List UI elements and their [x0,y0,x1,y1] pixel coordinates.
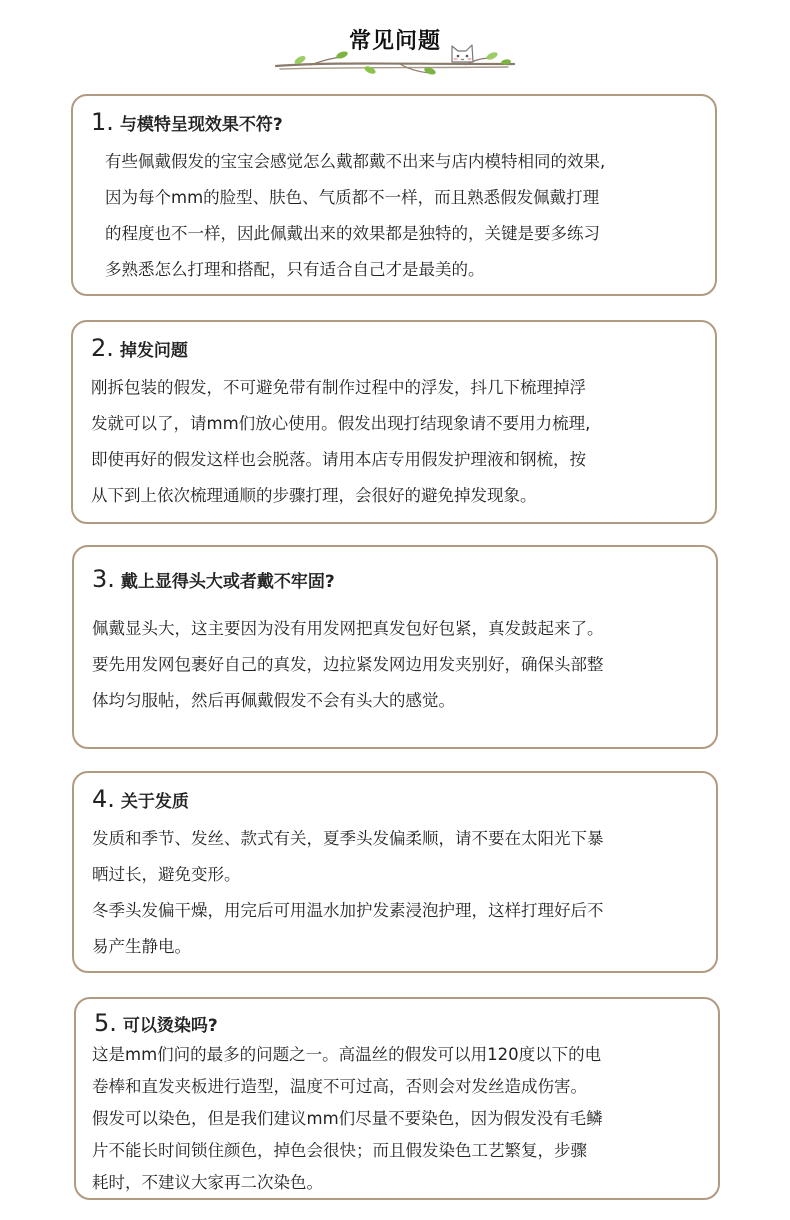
answer-line: 佩戴显头大，这主要因为没有用发网把真发包好包紧，真发鼓起来了。 [92,619,604,638]
page-header [0,0,790,80]
faq-title: 与模特呈现效果不符? [119,115,283,135]
cat-icon [452,45,473,62]
answer-line: 易产生静电。 [92,937,191,956]
answer-line: 因为每个mm的脸型、肤色、气质都不一样，而且熟悉假发佩戴打理 [105,188,600,207]
answer-line: 刚拆包装的假发，不可避免带有制作过程中的浮发，抖几下梳理掉浮 [91,378,586,397]
faq-answer [92,611,704,719]
faq-number: 1. [91,108,114,136]
answer-line: 发质和季节、发丝、款式有关，夏季头发偏柔顺，请不要在太阳光下暴 [92,829,604,848]
faq-question [91,334,188,362]
faq-card-2 [71,320,717,524]
answer-line: 晒过长，避免变形。 [92,865,241,884]
faq-title: 掉发问题 [119,341,188,361]
faq-question [91,108,283,136]
faq-answer [105,144,703,288]
answer-line: 从下到上依次梳理通顺的步骤打理，会很好的避免掉发现象。 [91,486,537,505]
faq-number: 4. [92,785,115,813]
faq-card-3 [72,545,718,749]
answer-line: 假发可以染色，但是我们建议mm们尽量不要染色，因为假发没有毛鳞 [92,1109,603,1128]
faq-answer [92,1039,706,1199]
faq-number: 5. [94,1009,117,1037]
faq-question [92,785,189,813]
faq-card-4 [72,771,718,973]
answer-line: 冬季头发偏干燥，用完后可用温水加护发素浸泡护理，这样打理好后不 [92,901,604,920]
faq-answer [92,821,704,965]
faq-answer [91,370,703,514]
answer-line: 有些佩戴假发的宝宝会感觉怎么戴都戴不出来与店内模特相同的效果, [105,152,606,171]
answer-line: 发就可以了，请mm们放心使用。假发出现打结现象请不要用力梳理, [91,414,591,433]
page-title: 常见问题 [348,29,441,54]
faq-number: 2. [91,334,114,362]
answer-line: 片不能长时间锁住颜色，掉色会很快；而且假发染色工艺繁复，步骤 [92,1141,587,1160]
faq-question [92,565,335,593]
faq-card-5 [74,997,720,1200]
answer-line: 多熟悉怎么打理和搭配，只有适合自己才是最美的。 [105,260,485,279]
answer-line: 这是mm们问的最多的问题之一。高温丝的假发可以用120度以下的电 [92,1045,602,1064]
answer-line: 耗时，不建议大家再二次染色。 [92,1173,323,1192]
answer-line: 即使再好的假发这样也会脱落。请用本店专用假发护理液和钢梳，按 [91,450,586,469]
faq-title: 戴上显得头大或者戴不牢固? [120,572,335,592]
faq-title: 关于发质 [120,792,189,812]
answer-line: 体均匀服帖，然后再佩戴假发不会有头大的感觉。 [92,691,455,710]
faq-question [94,1009,218,1037]
faq-card-1 [71,94,717,296]
faq-title: 可以烫染吗? [122,1016,218,1036]
faq-number: 3. [92,565,115,593]
answer-line: 卷棒和直发夹板进行造型，温度不可过高，否则会对发丝造成伤害。 [92,1077,587,1096]
answer-line: 要先用发网包裹好自己的真发，边拉紧发网边用发夹别好，确保头部整 [92,655,604,674]
branch-icon [270,40,520,76]
answer-line: 的程度也不一样，因此佩戴出来的效果都是独特的，关键是要多练习 [105,224,600,243]
